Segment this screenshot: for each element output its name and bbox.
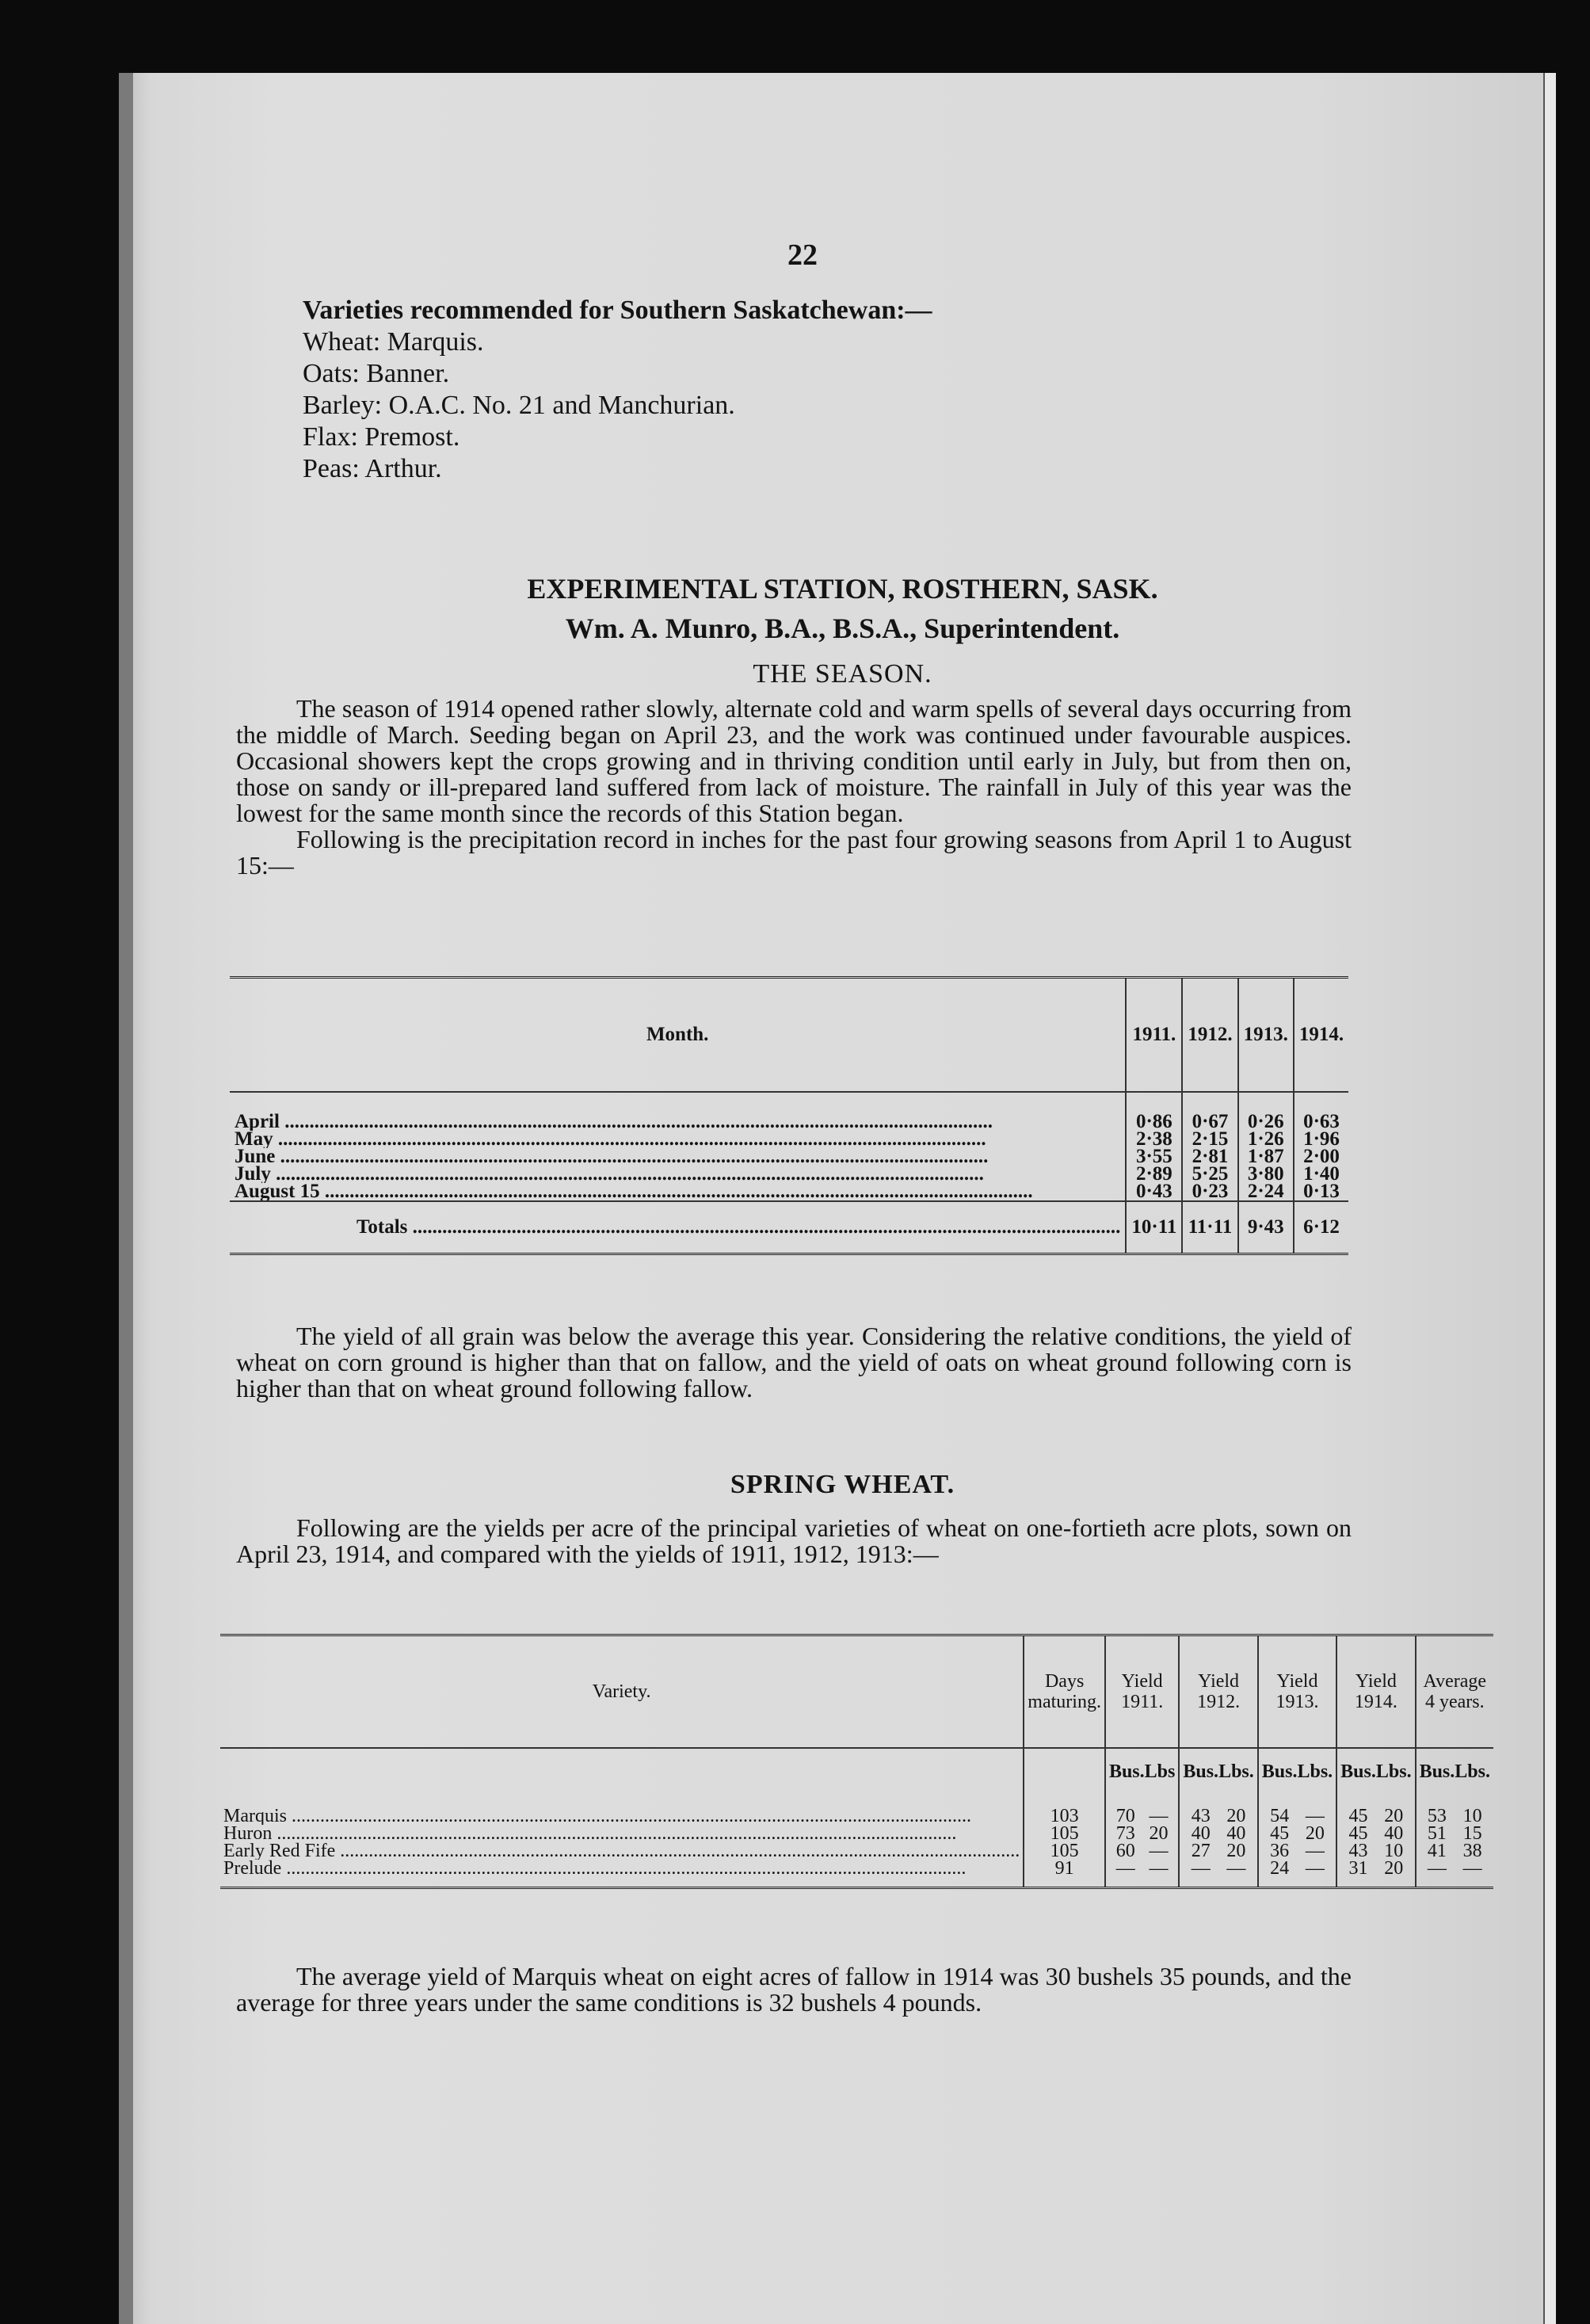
precip-1912: 0·67 2·15 2·81 5·25 0·23 (1182, 1092, 1237, 1201)
variety-name: Huron ..... (223, 1825, 1020, 1842)
total-1911: 10·11 (1126, 1201, 1182, 1254)
header-yield-1911: Yield 1911. (1105, 1635, 1179, 1749)
season-paragraph-1: The season of 1914 opened rather slowly, alternate cold and warm spells of several days occurring from the middle of March. Seeding began on April 23, and the work was continued under favourable auspices. Occasional showers kept the crops growing and in thriving condition until early in July, but from then on, those on sandy or ill-prepared land suffered from lack of moisture. The rainfall in July of this year was the lowest for the same month since the records of this Station began. (236, 694, 1352, 827)
month-label: June ..... (234, 1148, 1120, 1166)
page-gutter-shadow (119, 73, 133, 2324)
variety-name: Prelude ..... (223, 1860, 1020, 1877)
varieties-list (303, 295, 932, 485)
total-1914: 6·12 (1294, 1201, 1348, 1254)
variety-item: Oats: Banner. (303, 359, 450, 388)
variety-item: Barley: O.A.C. No. 21 and Manchurian. (303, 391, 735, 420)
variety-labels (220, 1795, 1024, 1888)
average-paragraph: The average yield of Marquis wheat on eight acres of fallow in 1914 was 30 bushels 35 pounds, and the average for three years under the same conditions is 32 bushels 4 pounds. (236, 1962, 1352, 2017)
yield-text (236, 1323, 1352, 1402)
station-title: EXPERIMENTAL STATION, ROSTHERN, SASK. (527, 573, 1158, 605)
station-superintendent: Wm. A. Munro, B.A., B.S.A., Superintendent. (565, 612, 1120, 644)
spring-wheat-paragraph: Following are the yields per acre of the principal varieties of wheat on one-fortieth acre plots, sown on April 23, 1914, and compared with the yields of 1911, 1912, 1913:— (236, 1513, 1352, 1568)
precipitation-table (230, 976, 1348, 1255)
subheader-bus-lbs-1911: Bus. Lbs (1105, 1748, 1179, 1795)
subheader-bus-lbs-1912: Bus. Lbs. (1179, 1748, 1257, 1795)
total-1912: 11·11 (1182, 1201, 1237, 1254)
spring-wheat-text (236, 1515, 1352, 1567)
yield-1913: 54 45 36 24 — 20 — — (1258, 1795, 1336, 1888)
subheader-bus-lbs-1914: Bus. Lbs. (1336, 1748, 1415, 1795)
total-1913: 9·43 (1238, 1201, 1294, 1254)
subheader-bus-lbs-avg: Bus. Lbs. (1416, 1748, 1493, 1795)
month-label: August 15 ..... (234, 1183, 1120, 1200)
totals-label: Totals ..... (230, 1201, 1126, 1254)
page-edge (1543, 73, 1556, 2324)
days-maturing: 103 105 105 91 (1024, 1795, 1105, 1888)
variety-name: Marquis ..... (223, 1807, 1020, 1825)
subheader-empty (1024, 1748, 1105, 1795)
header-variety: Variety. (592, 1681, 651, 1702)
header-average: Average 4 years. (1416, 1635, 1493, 1749)
page-number: 22 (787, 239, 818, 272)
variety-item: Flax: Premost. (303, 422, 460, 452)
subheader-bus-lbs-1913: Bus. Lbs. (1258, 1748, 1336, 1795)
header-yield-1914: Yield 1914. (1336, 1635, 1415, 1749)
season-text (236, 696, 1352, 879)
header-month: Month. (230, 978, 1126, 1093)
yield-1914: 45 45 43 31 20 40 10 20 (1336, 1795, 1415, 1888)
variety-item: Wheat: Marquis. (303, 327, 484, 357)
month-labels (230, 1092, 1126, 1201)
variety-name: Early Red Fife ..... (223, 1842, 1020, 1860)
yield-paragraph: The yield of all grain was below the average this year. Considering the relative conditions, the yield of wheat on corn ground is higher than that on fallow, and the yield of oats on wheat ground following corn is higher than that on wheat ground following fallow. (236, 1322, 1352, 1402)
spring-wheat-heading: SPRING WHEAT. (730, 1470, 955, 1499)
header-yield-1912: Yield 1912. (1179, 1635, 1257, 1749)
header-1911: 1911. (1126, 978, 1182, 1093)
header-yield-1913: Yield 1913. (1258, 1635, 1336, 1749)
varieties-intro: Varieties recommended for Southern Saskatchewan:— (303, 296, 932, 325)
month-label: April ..... (234, 1113, 1120, 1131)
month-label: July ..... (234, 1166, 1120, 1183)
average-text (236, 1963, 1352, 2016)
header-1914: 1914. (1294, 978, 1348, 1093)
month-label: May ..... (234, 1131, 1120, 1148)
yield-1911: 70 73 60 — — 20 — — (1105, 1795, 1179, 1888)
wheat-yield-table (220, 1634, 1493, 1889)
precip-1911: 0·86 2·38 3·55 2·89 0·43 (1126, 1092, 1182, 1201)
header-1912: 1912. (1182, 978, 1237, 1093)
yield-1912: 43 40 27 — 20 40 20 — (1179, 1795, 1257, 1888)
yield-average: 53 51 41 — 10 15 38 — (1416, 1795, 1493, 1888)
season-paragraph-2: Following is the precipitation record in inches for the past four growing seasons from April 1 to August 15:— (236, 825, 1352, 880)
header-days: Days maturing. (1024, 1635, 1105, 1749)
precip-1914: 0·63 1·96 2·00 1·40 0·13 (1294, 1092, 1348, 1201)
season-heading: THE SEASON. (753, 659, 932, 689)
precip-1913: 0·26 1·26 1·87 3·80 2·24 (1238, 1092, 1294, 1201)
header-1913: 1913. (1238, 978, 1294, 1093)
subheader-empty (220, 1748, 1024, 1795)
variety-item: Peas: Arthur. (303, 454, 442, 483)
